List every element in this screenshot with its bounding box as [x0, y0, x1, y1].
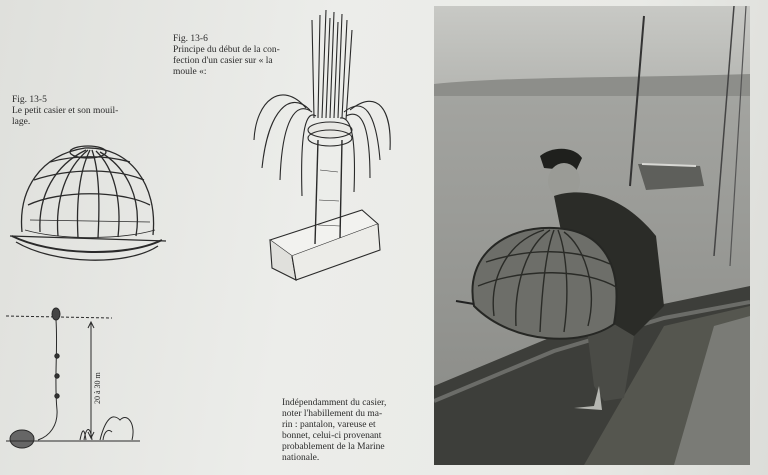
- figure-13-5-caption: Fig. 13-5 Le petit casier et son mouil- lage.: [12, 95, 119, 127]
- depth-label: 20 à 30 m: [93, 372, 102, 404]
- fisherman-photo: [434, 6, 750, 465]
- figure-13-6-caption: Fig. 13-6 Principe du début de la con- fection d'un casier sur « la moule «:: [173, 34, 280, 77]
- photo-caption: Indépendamment du casier, noter l'habillement du ma- rin : pantalon, vareuse et bonnet, celui-ci provenant probablement de la Marine nationale.: [282, 398, 387, 463]
